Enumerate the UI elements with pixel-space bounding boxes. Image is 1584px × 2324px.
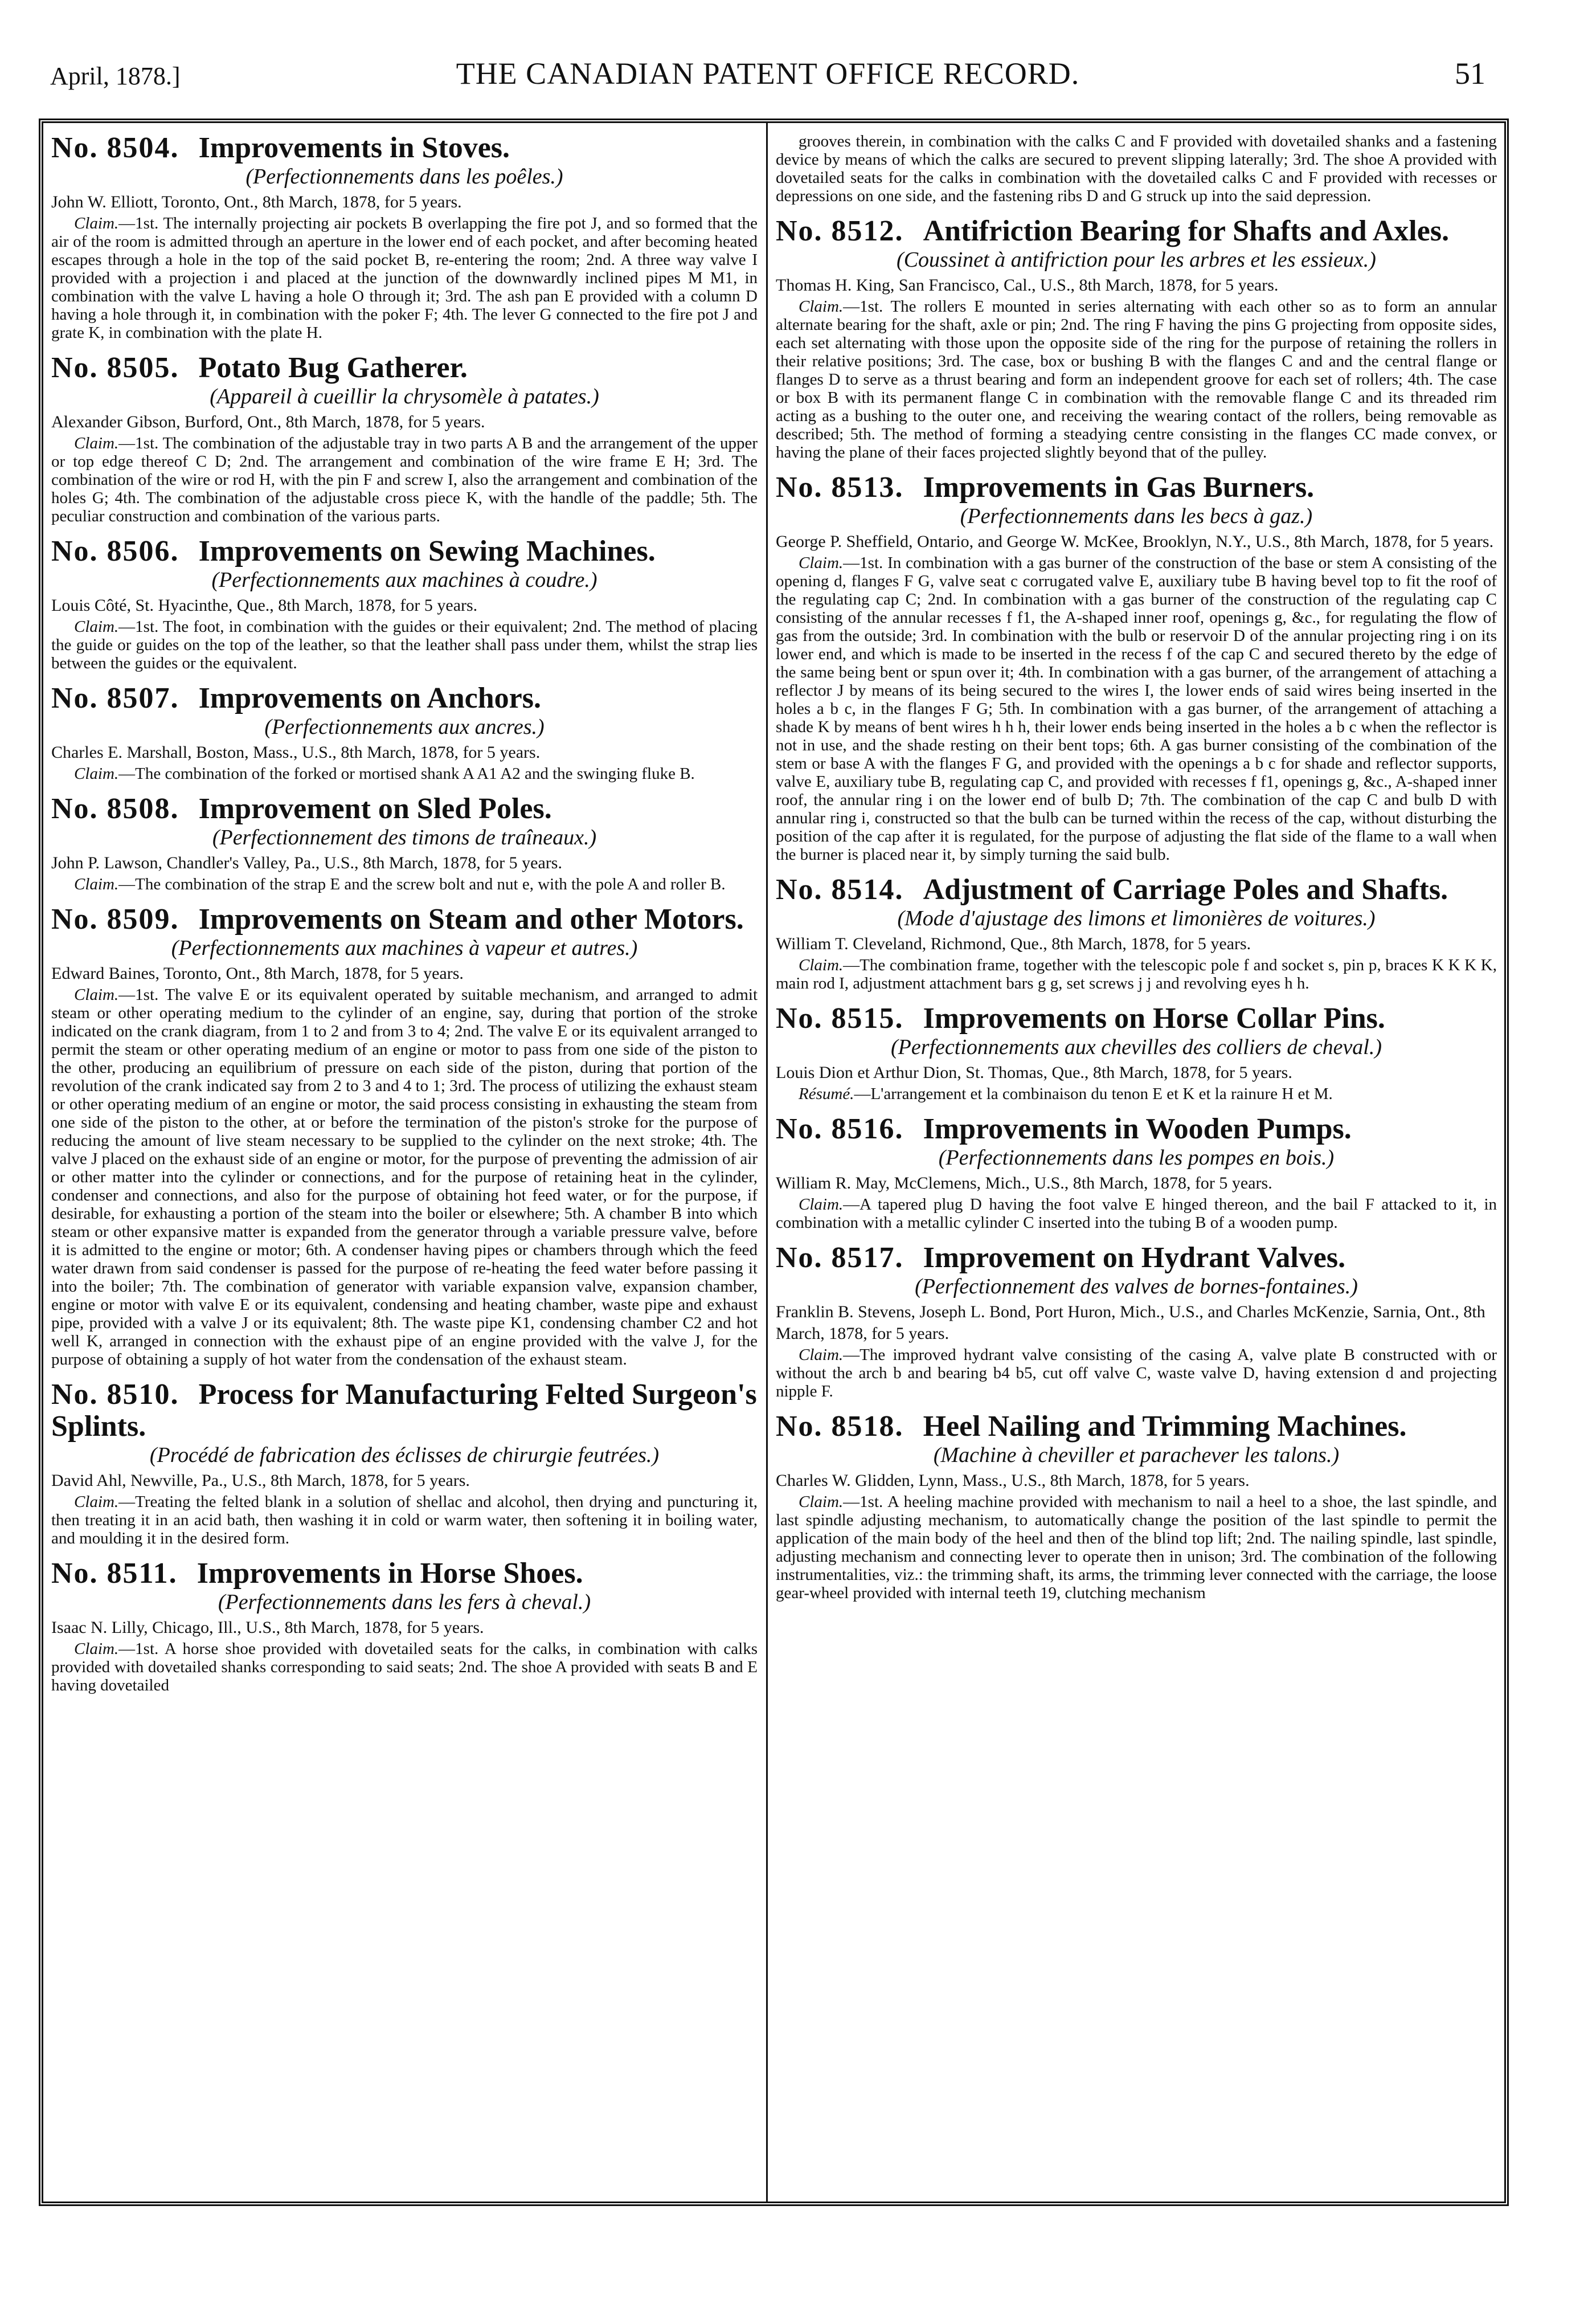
claim-text — [776, 1195, 1497, 1232]
left-column — [51, 132, 758, 2195]
inventor-line: David Ahl, Newville, Pa., U.S., 8th March, 1878, for 5 years. — [51, 1471, 470, 1490]
patent-number: No. 8511. — [51, 1557, 178, 1590]
inventor-line: Charles E. Marshall, Boston, Mass., U.S., 8th March, 1878, for 5 years. — [51, 743, 541, 762]
claim-label: Résumé. — [799, 1085, 854, 1103]
claim-text — [776, 956, 1497, 993]
inventor-line: Charles W. Glidden, Lynn, Mass., U.S., 8th March, 1878, for 5 years. — [776, 1471, 1250, 1490]
claim-label: Claim. — [74, 214, 119, 232]
claim-body: —Treating the felted blank in a solution of shellac and alcohol, then drying and puncturing it, then treating it in an acid bath, then washing it in cold or warm water, then softening it in boiling water, and moulding it in the desired form. — [51, 1493, 758, 1547]
patent-number: No. 8513. — [776, 471, 904, 504]
claim-label: Claim. — [799, 297, 844, 316]
french-title: (Procédé de fabrication des éclisses de chirurgie feutrées.) — [149, 1443, 660, 1467]
patent-number: No. 8512. — [776, 215, 904, 247]
page-number: 51 — [1455, 56, 1485, 91]
patent-entry — [51, 1379, 758, 1547]
patent-heading — [51, 132, 758, 189]
patent-title: Improvements in Wooden Pumps. — [923, 1113, 1352, 1145]
patent-number: No. 8506. — [51, 535, 179, 567]
patent-heading — [51, 683, 758, 740]
inventor-line: William R. May, McClemens, Mich., U.S., 8th March, 1878, for 5 years. — [776, 1174, 1272, 1192]
patent-title: Process for Manufacturing Felted Surgeon's Splints. — [51, 1378, 757, 1443]
issue-date: April, 1878.] — [50, 62, 181, 90]
patent-number: No. 8507. — [51, 682, 179, 714]
patent-number: No. 8518. — [776, 1410, 904, 1443]
patent-entry — [776, 1242, 1497, 1400]
french-title: (Perfectionnements dans les poêles.) — [245, 165, 563, 189]
claim-label: Claim. — [74, 1493, 119, 1511]
claim-text — [51, 765, 758, 783]
french-title: (Perfectionnements aux machines à coudre.) — [211, 568, 597, 592]
patent-entry — [51, 1558, 758, 1694]
patent-heading — [776, 215, 1497, 272]
claim-label: Claim. — [74, 765, 119, 783]
patent-title: Antifriction Bearing for Shafts and Axles. — [923, 215, 1450, 247]
claim-body: —1st. The valve E or its equivalent operated by suitable mechanism, and arranged to admit steam or other operating medium to the cylinder of an engine, say, during that portion of the stroke indicated on the crank diagram, from 1 to 2 and from 3 to 4; 2nd. The valve E or its equivalent arranged to permit the steam or other operating medium of an engine or motor to pass from one side of the piston to the other, producing an equilibrium of pressure on each side of the piston, during that portion of the revolution of the crank indicated say from 2 to 3 and 4 to 1; 3rd. The process of utilizing the exhaust steam or other operating medium of an engine or motor, the said process consisting in exhausting the steam from one side of the piston to the other, at or before the termination of the piston's stroke for the purpose of reducing the amount of live steam necessary to be supplied to the cylinder on the next stroke; 4th. The valve J placed on the exhaust side of an engine or motor, for the purpose of preventing the admission of air or other matter into the cylinder or connections, and for the purpose of retaining heat in the cylinder, condenser and connections, and also for the purpose of obtaining hot feed water, or for the purpose, if desirable, for exhausting a portion of the steam into the boiler or elsewhere; 5th. A chamber B into which steam or other expansive matter is expanded from the generator through a variable pressure valve, before it is admitted to the engine or motor; 6th. A condenser having pipes or chambers through which the feed water drawn from said condenser is passed for the purpose of re-heating the feed water before passing it into the boiler; 7th. The combination of generator with variable expansion valve, expansion chamber, engine or motor with valve E or its equivalent, condensing and heating chamber, waste pipe and exhaust pipe, provided with a valve J or its equivalent; 8th. The waste pipe K1, condensing chamber C2 and hot well K, arranged in connection with the exhaust pipe of an engine provided with the valve J, for the purpose of obtaining a supply of hot water from the condensation of the exhaust steam. — [51, 986, 758, 1369]
patent-title: Adjustment of Carriage Poles and Shafts. — [923, 873, 1448, 906]
patent-title: Improvements on Anchors. — [198, 682, 541, 714]
inventor-line: Isaac N. Lilly, Chicago, Ill., U.S., 8th March, 1878, for 5 years. — [51, 1618, 484, 1637]
claim-text — [776, 297, 1497, 461]
french-title: (Coussinet à antifriction pour les arbres et les essieux.) — [897, 248, 1376, 272]
patent-entry — [51, 536, 758, 672]
patent-title: Improvement on Sled Poles. — [198, 793, 552, 825]
patent-heading — [776, 472, 1497, 529]
claim-label: Claim. — [799, 1493, 844, 1511]
french-title: (Perfectionnements dans les pompes en bois.) — [938, 1146, 1335, 1170]
french-title: (Perfectionnements dans les becs à gaz.) — [960, 504, 1313, 528]
claim-label: Claim. — [799, 1195, 844, 1214]
claim-text — [51, 1640, 758, 1694]
patent-entry — [776, 132, 1497, 205]
claim-body: —The combination of the strap E and the screw bolt and nut e, with the pole A and roller B. — [118, 875, 726, 893]
right-column — [776, 132, 1497, 2195]
claim-text — [51, 986, 758, 1369]
patent-number: No. 8514. — [776, 873, 904, 906]
patent-title: Improvements in Stoves. — [198, 132, 510, 164]
inventor-line: Alexander Gibson, Burford, Ont., 8th March, 1878, for 5 years. — [51, 412, 485, 431]
inventor-line: George P. Sheffield, Ontario, and George W. McKee, Brooklyn, N.Y., U.S., 8th March, 1878, for 5 years. — [776, 532, 1494, 551]
claim-body: —1st. The internally projecting air pockets B overlapping the fire pot J, and so formed that the air of the room is admitted through an aperture in the lower end of each pocket, and after becoming heated escapes through a hole in the top of the said pocket B, re-entering the room; 2nd. A three way valve I provided with a projection i and placed at the junction of the downwardly inclined pipes M M1, in combination with the valve L having a hole O through it; 3rd. The ash pan E provided with a column D having a hole through it, in combination with the poker F; 4th. The lever G connected to the fire pot J and grate K, in combination with the plate H. — [51, 214, 758, 342]
french-title: (Appareil à cueillir la chrysomèle à patates.) — [210, 385, 599, 409]
claim-label: Claim. — [799, 956, 844, 974]
patent-title: Improvement on Hydrant Valves. — [923, 1241, 1346, 1274]
patent-number: No. 8508. — [51, 793, 179, 825]
french-title: (Perfectionnements aux machines à vapeur et autres.) — [171, 936, 638, 960]
claim-label: Claim. — [74, 434, 119, 452]
french-title: (Perfectionnements aux ancres.) — [264, 715, 545, 739]
patent-number: No. 8510. — [51, 1378, 179, 1411]
claim-label: Claim. — [799, 554, 844, 572]
claim-body: —1st. In combination with a gas burner of the construction of the base or stem A consisting of the opening d, flanges F G, valve seat c corrugated valve E, auxiliary tube B having bevel top to fit the roof of the regulating cap C; 2nd. In combination with a gas burner of the construction of the regulating cap C consisting of the annular recesses f f1, the A-shaped inner roof, openings g, &c., for regulating the flow of gas from the outside; 3rd. In combination with the bulb or reservoir D of the annular projecting ring i on its lower end, and which is made to be inserted in the recess f of the cap C and secured thereto by the edge of the same being bent or spun over it; 4th. In combination with a gas burner, of the arrangement of attaching a reflector J by means of its being secured to the wires I, the lower ends of said wires being inserted in the holes a b c, in the flanges F G; 5th. In combination with a gas burner, of the arrangement of attaching a shade K by means of bent wires h h h, their lower ends being inserted in the holes a b c when the reflector is not in use, and the shade resting on their bent tops; 6th. A gas burner consisting of the combination of the stem or base A with the flanges F G, and provided with the openings a b c for shade and reflector supports, valve E, auxiliary tube B, regulating cap C, and provided with recesses f f1, openings g, &c., A-shaped inner roof, the annular ring i on the lower end of bulb D; 7th. The combination of the cap C and bulb D with annular ring i, constructed so that the bulb can be turned within the recess of the cap, without disturbing the position of the cap after it is regulated, for the purpose of adjusting the flat side of the flame to a wall when the burner is placed near it, by simply turning the said bulb. — [776, 554, 1497, 864]
patent-heading — [776, 1003, 1497, 1060]
patent-entry — [776, 215, 1497, 461]
claim-body: grooves therein, in combination with the calks C and F provided with dovetailed shanks and a fastening device by means of which the calks are secured to prevent slipping laterally; 3rd. The shoe A provided with dovetailed seats for the calks in combination with the dovetailed calks C and F provided with recesses or depressions on one side, and the fastening ribs D and G struck up into the said depression. — [776, 132, 1497, 205]
claim-body: —1st. The rollers E mounted in series alternating with each other so as to form an annular alternate bearing for the shaft, axle or pin; 2nd. The ring F having the pins G projecting from opposite sides, each set alternating with those upon the opposite side of the ring for the purpose of retaining the rollers in their relative positions; 3rd. The case, box or bushing B with the flanges C and and the central flange or flanges D to serve as a thrust bearing and form an independent groove for each set of rollers; 4th. The case or box B with its permanent flange C in combination with the removable flange C and its threaded rim acting as a bushing to the outer one, and receiving the wearing contact of the rollers, being removable as described; 5th. The method of forming a steadying centre consisting in the flanges CC made convex, or having the plane of their faces projected slightly beyond that of the pulley. — [776, 297, 1497, 461]
column-divider — [766, 123, 768, 2202]
french-title: (Perfectionnement des valves de bornes-fontaines.) — [915, 1275, 1358, 1298]
inventor-line: Franklin B. Stevens, Joseph L. Bond, Port Huron, Mich., U.S., and Charles McKenzie, Sarnia, Ont., 8th March, 1878, for 5 years. — [776, 1302, 1485, 1343]
patent-title: Potato Bug Gatherer. — [198, 352, 468, 384]
inventor-line: Louis Côté, St. Hyacinthe, Que., 8th March, 1878, for 5 years. — [51, 596, 478, 615]
patent-title: Heel Nailing and Trimming Machines. — [923, 1410, 1407, 1443]
publication-title: THE CANADIAN PATENT OFFICE RECORD. — [456, 56, 1080, 91]
patent-heading — [776, 1411, 1497, 1468]
patent-entry — [776, 874, 1497, 993]
claim-text — [776, 554, 1497, 864]
claim-body: —A tapered plug D having the foot valve E hinged thereon, and the bail F attacked to it, in combination with a metallic cylinder C inserted into the tubing B of a wooden pump. — [776, 1195, 1497, 1232]
patent-entry — [51, 132, 758, 342]
inventor-line: William T. Cleveland, Richmond, Que., 8th March, 1878, for 5 years. — [776, 934, 1251, 953]
patent-entry — [51, 352, 758, 525]
claim-text — [51, 434, 758, 525]
patent-heading — [51, 536, 758, 593]
patent-title: Improvements in Gas Burners. — [923, 471, 1315, 504]
claim-text — [51, 214, 758, 342]
patent-number: No. 8515. — [776, 1002, 904, 1035]
inventor-line: Louis Dion et Arthur Dion, St. Thomas, Que., 8th March, 1878, for 5 years. — [776, 1063, 1292, 1082]
french-title: (Perfectionnement des timons de traîneaux.) — [212, 826, 597, 849]
patent-number: No. 8505. — [51, 352, 179, 384]
claim-body: —The combination of the forked or mortised shank A A1 A2 and the swinging fluke B. — [118, 765, 695, 783]
claim-body: —The combination frame, together with the telescopic pole f and socket s, pin p, braces K K K K, main rod I, adjustment attachment bars g g, set screws j j and revolving eyes h h. — [776, 956, 1497, 993]
patent-entry — [51, 904, 758, 1369]
claim-label: Claim. — [74, 986, 119, 1004]
claim-body: —1st. The foot, in combination with the guides or their equivalent; 2nd. The method of placing the guide or guides on the top of the leather, so that the leather shall pass under them, whilst the strap lies between the guides or the equivalent. — [51, 618, 758, 672]
inventor-line: John P. Lawson, Chandler's Valley, Pa., U.S., 8th March, 1878, for 5 years. — [51, 853, 562, 872]
patent-heading — [51, 1558, 758, 1615]
french-title: (Perfectionnements aux chevilles des colliers de cheval.) — [890, 1035, 1382, 1059]
patent-heading — [776, 1242, 1497, 1299]
claim-body: —The improved hydrant valve consisting of the casing A, valve plate B constructed with or without the arch b and bearing b4 b5, cut off valve C, waste valve D, having extension d and projecting nipple F. — [776, 1346, 1497, 1400]
patent-title: Improvements on Horse Collar Pins. — [923, 1002, 1385, 1035]
patent-entry — [776, 1113, 1497, 1232]
claim-text — [51, 618, 758, 672]
patent-entry — [776, 1411, 1497, 1602]
patent-entry — [776, 1003, 1497, 1103]
patent-number: No. 8509. — [51, 903, 179, 936]
patent-number: No. 8516. — [776, 1113, 904, 1145]
claim-text — [51, 875, 758, 893]
patent-title: Improvements on Sewing Machines. — [198, 535, 656, 567]
claim-body: —1st. The combination of the adjustable tray in two parts A B and the arrangement of the upper or top edge thereof C D; 2nd. The arrangement and combination of the wire frame E H; 3rd. The combination of the wire or rod H, with the pin F and screw I, also the arrangement and combination of the holes G; 4th. The combination of the adjustable cross piece K, with the handle of the paddle; 5th. The peculiar construction and combination of the various parts. — [51, 434, 758, 525]
claim-text — [51, 1493, 758, 1547]
claim-body: —1st. A horse shoe provided with dovetailed seats for the calks, in combination with calks provided with dovetailed shanks corresponding to said seats; 2nd. The shoe A provided with seats B and E having dovetailed — [51, 1640, 758, 1694]
claim-text — [776, 1085, 1497, 1103]
patent-heading — [776, 1113, 1497, 1170]
inventor-line: John W. Elliott, Toronto, Ont., 8th March, 1878, for 5 years. — [51, 193, 462, 211]
patent-entry — [51, 683, 758, 783]
french-title: (Perfectionnements dans les fers à cheval.) — [218, 1590, 591, 1614]
claim-text — [776, 1346, 1497, 1400]
patent-title: Improvements on Steam and other Motors. — [198, 903, 744, 936]
patent-title: Improvements in Horse Shoes. — [197, 1557, 583, 1590]
inventor-line: Thomas H. King, San Francisco, Cal., U.S., 8th March, 1878, for 5 years. — [776, 276, 1279, 295]
patent-heading — [51, 793, 758, 850]
patent-number: No. 8517. — [776, 1241, 904, 1274]
claim-text — [776, 1493, 1497, 1602]
french-title: (Mode d'ajustage des limons et limonières de voitures.) — [897, 906, 1376, 930]
claim-label: Claim. — [799, 1346, 844, 1364]
patent-number: No. 8504. — [51, 132, 179, 164]
patent-heading — [51, 1379, 758, 1468]
page-header — [39, 51, 1497, 97]
patent-entry — [776, 472, 1497, 864]
french-title: (Machine à cheviller et parachever les talons.) — [933, 1443, 1340, 1467]
patent-heading — [51, 904, 758, 961]
claim-label: Claim. — [74, 1640, 119, 1658]
patent-heading — [776, 874, 1497, 931]
patent-heading — [51, 352, 758, 409]
claim-text — [776, 132, 1497, 205]
inventor-line: Edward Baines, Toronto, Ont., 8th March, 1878, for 5 years. — [51, 964, 464, 983]
claim-body: —L'arrangement et la combinaison du tenon E et K et la rainure H et M. — [854, 1085, 1333, 1103]
claim-body: —1st. A heeling machine provided with mechanism to nail a heel to a shoe, the last spindle, and last spindle adjusting mechanism, to automatically change the position of the last spindle to permit the application of the main body of the heel and then of the blind top lift; 2nd. The nailing spindle, last spindle, adjusting mechanism and connecting lever to operate then in unison; 3rd. The combination of the following instrumentalities, viz.: the trimming shaft, its arms, the trimming lever connected with the carriage, the loose gear-wheel provided with internal teeth 19, clutching mechanism — [776, 1493, 1497, 1602]
patent-entry — [51, 793, 758, 893]
claim-label: Claim. — [74, 618, 119, 636]
claim-label: Claim. — [74, 875, 119, 893]
